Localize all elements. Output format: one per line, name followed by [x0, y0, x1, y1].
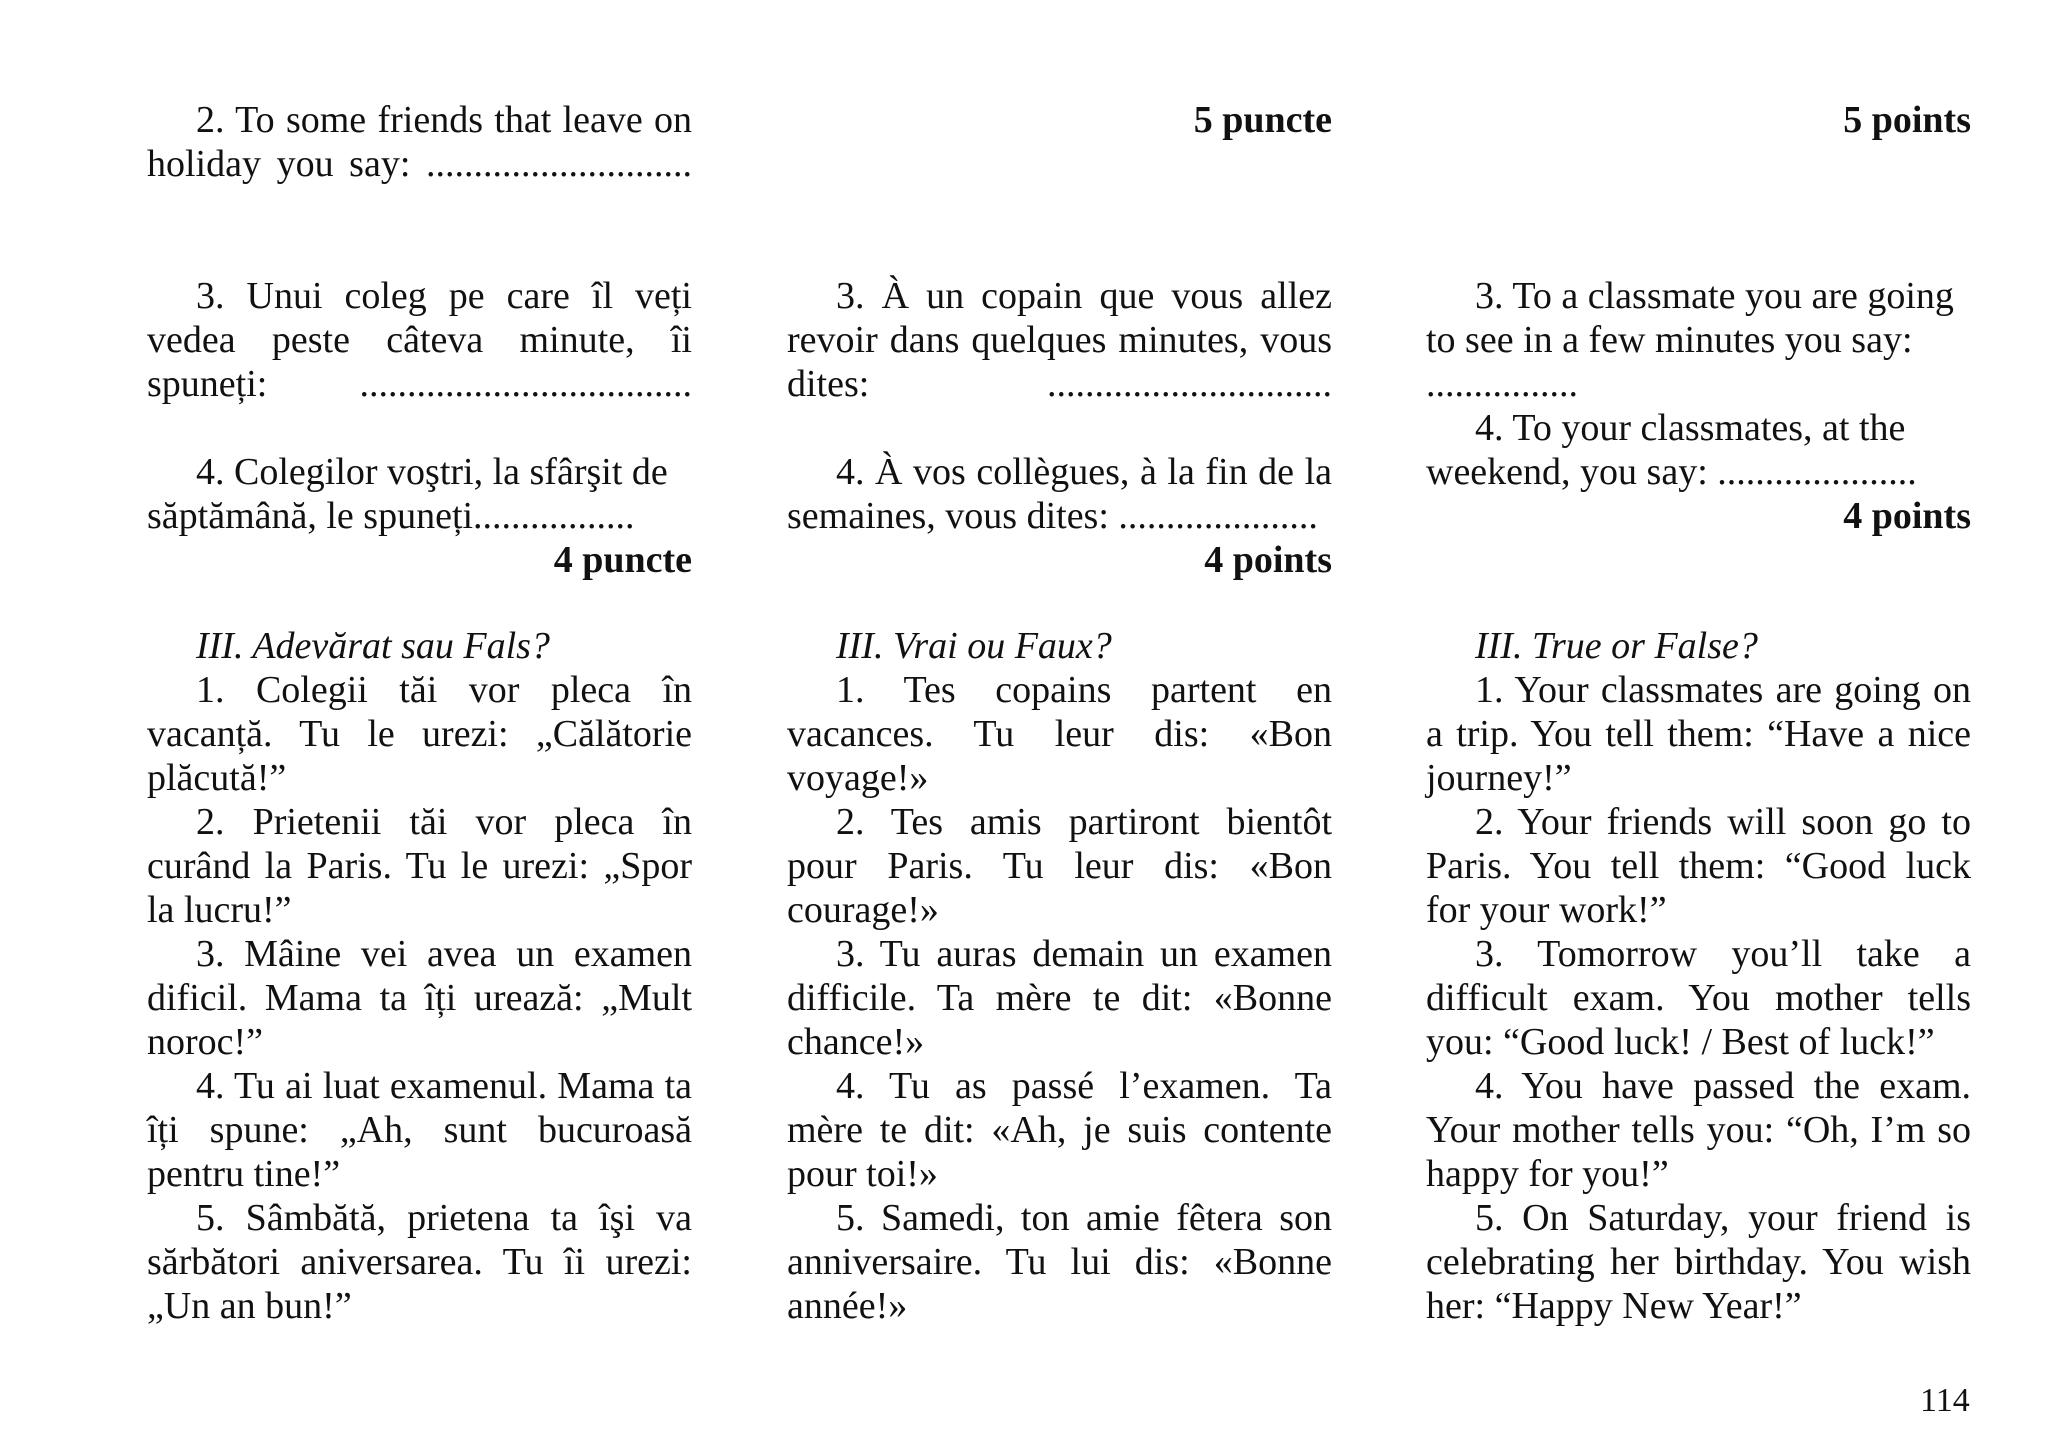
ro-item-3: 3. Unui coleg pe care îl veți vedea peste câteva minute, îi spuneți: ...................................	[147, 275, 692, 405]
ro-item-2: 2. To some friends that leave on holiday you say: ............................	[147, 99, 692, 185]
fr-s3-item-3: 3. Tu auras demain un examen difficile. Ta mère te dit: «Bonne chance!»	[787, 933, 1332, 1063]
fr-points-4: 4 points	[1204, 539, 1332, 581]
fr-top-block	[787, 98, 1332, 142]
en-top-block	[1426, 98, 1971, 142]
en-middle-block	[1426, 274, 1971, 538]
fr-item-4: 4. À vos collègues, à la fin de la semaines, vous dites: .....................	[787, 451, 1332, 537]
ro-item-4: 4. Colegilor voştri, la sfârşit de săptămână, le spuneți.................	[147, 451, 668, 537]
fr-section3-block	[787, 624, 1332, 1328]
ro-s3-item-5: 5. Sâmbătă, prietena ta îşi va sărbători aniversarea. Tu îi urezi: „Un an bun!”	[147, 1197, 692, 1327]
ro-points-4: 4 puncte	[553, 539, 692, 581]
en-item-3: 3. To a classmate you are going to see in a few minutes you say: ................	[1426, 275, 1954, 405]
fr-item-3: 3. À un copain que vous allez revoir dans quelques minutes, vous dites: ..............................	[787, 275, 1332, 405]
en-s3-item-5: 5. On Saturday, your friend is celebrating her birthday. You wish her: “Happy New Year!”	[1426, 1197, 1971, 1327]
ro-s3-item-4: 4. Tu ai luat examenul. Mama ta îți spune: „Ah, sunt bucuroasă pentru tine!”	[147, 1065, 692, 1195]
en-s3-item-1: 1. Your classmates are going on a trip. You tell them: “Have a nice journey!”	[1426, 669, 1971, 799]
ro-top-block	[147, 98, 692, 230]
en-section3-block	[1426, 624, 1971, 1328]
fr-section3-heading: III. Vrai ou Faux?	[836, 625, 1112, 667]
en-s3-item-4: 4. You have passed the exam. Your mother tells you: “Oh, I’m so happy for you!”	[1426, 1065, 1971, 1195]
en-s3-item-3: 3. Tomorrow you’ll take a difficult exam. You mother tells you: “Good luck! / Best of luck!”	[1426, 933, 1971, 1063]
ro-s3-item-3: 3. Mâine vei avea un examen dificil. Mama ta îți urează: „Mult noroc!”	[147, 933, 692, 1063]
fr-middle-block	[787, 274, 1332, 582]
en-section3-heading: III. True or False?	[1475, 625, 1758, 667]
fr-s3-item-5: 5. Samedi, ton amie fêtera son anniversaire. Tu lui dis: «Bonne année!»	[787, 1197, 1332, 1327]
fr-s3-item-1: 1. Tes copains partent en vacances. Tu leur dis: «Bon voyage!»	[787, 669, 1332, 799]
ro-s3-item-1: 1. Colegii tăi vor pleca în vacanță. Tu le urezi: „Călătorie plăcută!”	[147, 669, 692, 799]
ro-s3-item-2: 2. Prietenii tăi vor pleca în curând la Paris. Tu le urezi: „Spor la lucru!”	[147, 801, 692, 931]
page-number: 114	[1920, 1382, 1970, 1419]
en-points-5: 5 points	[1843, 99, 1971, 141]
fr-s3-item-4: 4. Tu as passé l’examen. Ta mère te dit: «Ah, je suis contente pour toi!»	[787, 1065, 1332, 1195]
ro-middle-block	[147, 274, 692, 582]
en-item-4: 4. To your classmates, at the weekend, you say: .....................	[1426, 407, 1917, 493]
ro-section3-heading: III. Adevărat sau Fals?	[196, 625, 550, 667]
fr-points-5: 5 puncte	[1193, 99, 1332, 141]
fr-s3-item-2: 2. Tes amis partiront bientôt pour Paris. Tu leur dis: «Bon courage!»	[787, 801, 1332, 931]
en-s3-item-2: 2. Your friends will soon go to Paris. You tell them: “Good luck for your work!”	[1426, 801, 1971, 931]
en-points-4: 4 points	[1843, 495, 1971, 537]
ro-section3-block	[147, 624, 692, 1328]
